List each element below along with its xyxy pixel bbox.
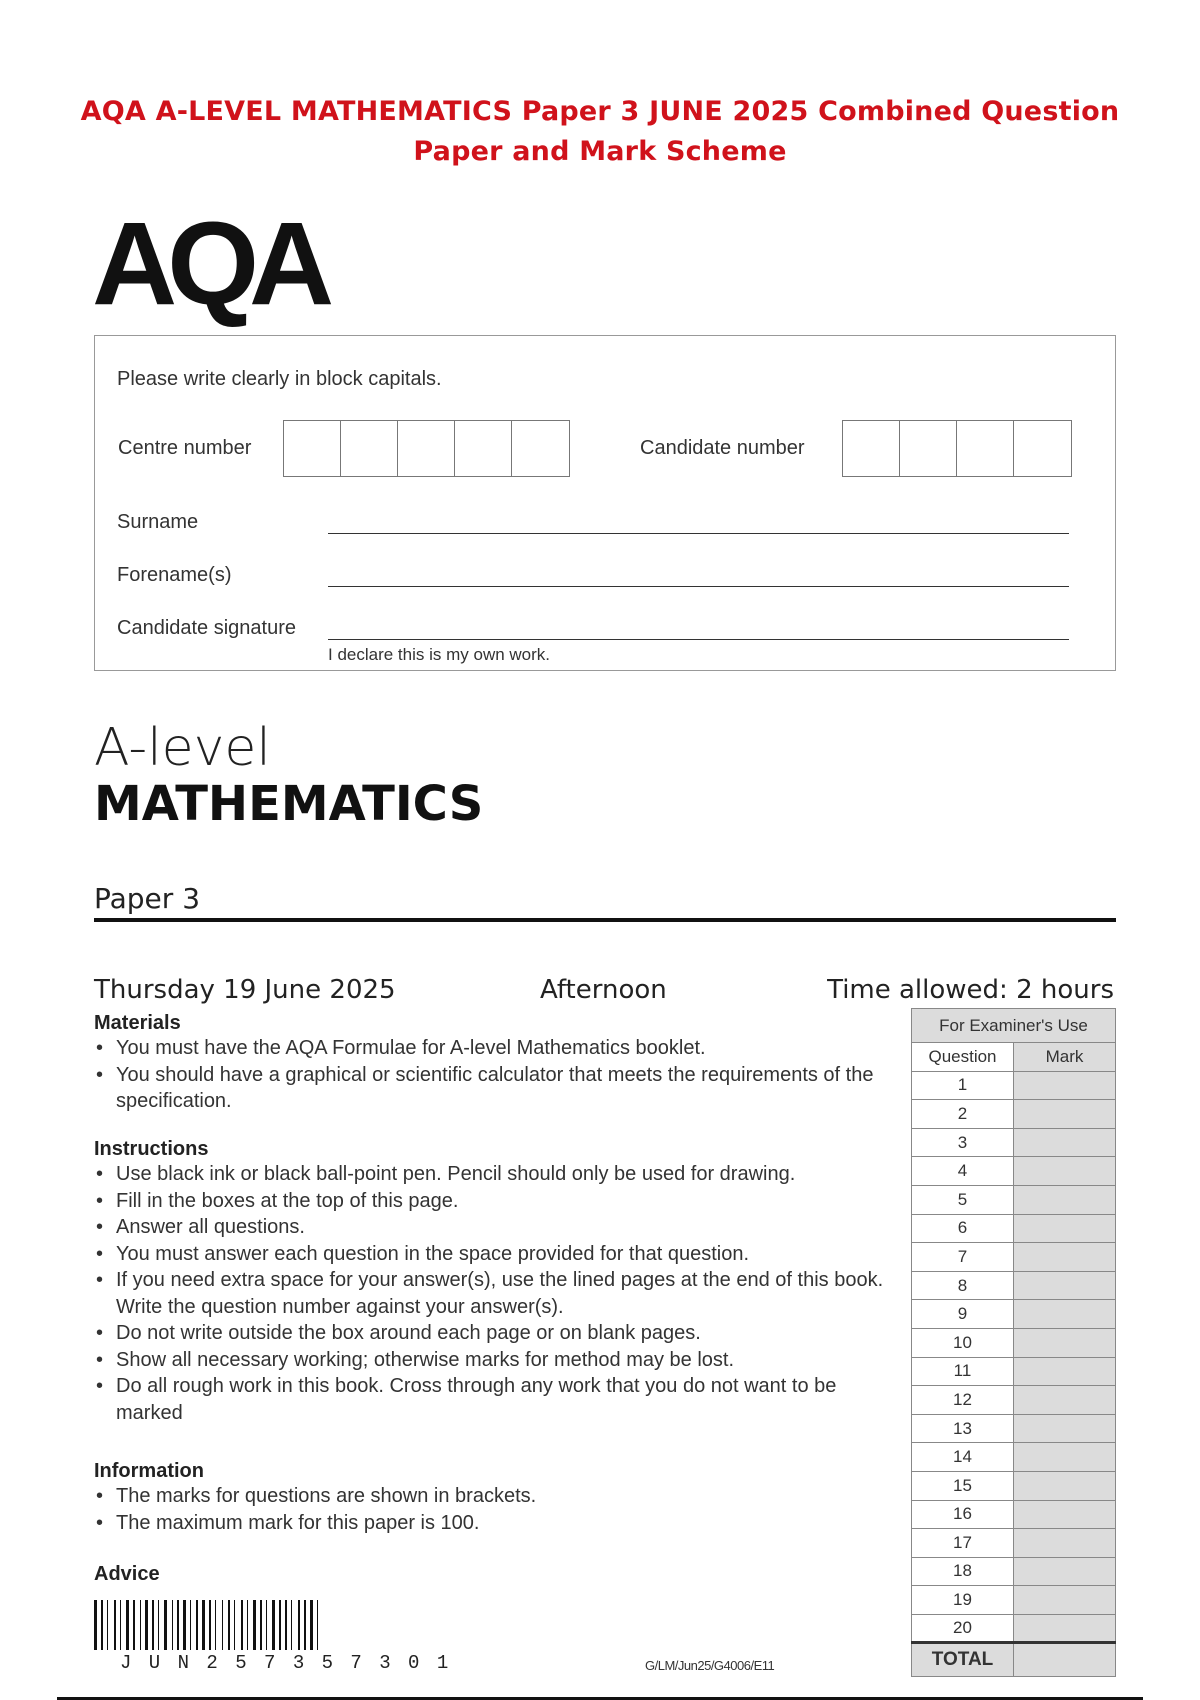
question-number: 6 <box>912 1214 1014 1243</box>
barcode <box>94 1600 478 1650</box>
question-number: 20 <box>912 1614 1014 1643</box>
question-number: 19 <box>912 1586 1014 1615</box>
mark-cell <box>1014 1500 1116 1529</box>
question-number: 15 <box>912 1471 1014 1500</box>
barcode-bar <box>277 1600 278 1650</box>
mark-cell <box>1014 1414 1116 1443</box>
paper-number: Paper 3 <box>94 882 201 915</box>
instructions-item: • Answer all questions. <box>94 1214 884 1241</box>
barcode-text: J U N 2 5 7 3 5 7 3 0 1 <box>120 1652 452 1674</box>
forename-label: Forename(s) <box>117 564 232 586</box>
information-item: • The marks for questions are shown in brackets. <box>94 1483 884 1510</box>
barcode-bar <box>228 1600 230 1650</box>
mark-cell <box>1014 1214 1116 1243</box>
mark-cell <box>1014 1328 1116 1357</box>
barcode-bar <box>196 1600 198 1650</box>
question-column-header: Question <box>912 1043 1014 1072</box>
barcode-bar <box>200 1600 201 1650</box>
barcode-bar <box>169 1600 171 1650</box>
question-number: 10 <box>912 1328 1014 1357</box>
barcode-bar <box>164 1600 167 1650</box>
question-number: 4 <box>912 1157 1014 1186</box>
instructions-item: • Use black ink or black ball-point pen. Pencil should only be used for drawing. <box>94 1161 884 1188</box>
examiner-table <box>911 1008 1116 1677</box>
mark-cell <box>1014 1386 1116 1415</box>
materials-item: • You must have the AQA Formulae for A-level Mathematics booklet. <box>94 1035 884 1062</box>
barcode-bar <box>225 1600 227 1650</box>
barcode-bar <box>302 1600 303 1650</box>
barcode-bar <box>110 1600 113 1650</box>
declaration-text: I declare this is my own work. <box>328 645 551 664</box>
barcode-bar <box>126 1600 129 1650</box>
question-number: 9 <box>912 1300 1014 1329</box>
barcode-bar <box>250 1600 252 1650</box>
mark-cell <box>1014 1071 1116 1100</box>
barcode-bar <box>291 1600 292 1650</box>
barcode-bar <box>181 1600 182 1650</box>
question-number: 8 <box>912 1271 1014 1300</box>
barcode-bar <box>193 1600 195 1650</box>
barcode-bar <box>114 1600 116 1650</box>
barcode-bar <box>253 1600 256 1650</box>
barcode-bar <box>264 1600 265 1650</box>
mark-column-header: Mark <box>1014 1043 1116 1072</box>
barcode-bar <box>298 1600 300 1650</box>
materials-section <box>94 1012 884 1115</box>
question-number: 2 <box>912 1100 1014 1129</box>
barcode-bar <box>101 1600 103 1650</box>
barcode-bar <box>315 1600 316 1650</box>
barcode-bar <box>320 1600 322 1650</box>
divider <box>94 918 1116 922</box>
mark-cell <box>1014 1529 1116 1558</box>
barcode-bar <box>283 1600 284 1650</box>
instructions-item: • Do all rough work in this book. Cross through any work that you do not want to be marked <box>94 1373 884 1426</box>
centre-number-field[interactable] <box>283 420 570 477</box>
question-number: 12 <box>912 1386 1014 1415</box>
barcode-bar <box>177 1600 179 1650</box>
total-label: TOTAL <box>912 1643 1014 1677</box>
barcode-bar <box>137 1600 139 1650</box>
exam-date: Thursday 19 June 2025 <box>94 975 396 1005</box>
question-number: 13 <box>912 1414 1014 1443</box>
question-number: 1 <box>912 1071 1014 1100</box>
mark-cell <box>1014 1443 1116 1472</box>
surname-label: Surname <box>117 511 199 533</box>
barcode-bar <box>245 1600 246 1650</box>
barcode-bar <box>107 1600 108 1650</box>
paper-reference: G/LM/Jun25/G4006/E11 <box>645 1658 775 1673</box>
barcode-bar <box>241 1600 243 1650</box>
mark-cell <box>1014 1100 1116 1129</box>
barcode-bar <box>156 1600 157 1650</box>
mark-cell <box>1014 1557 1116 1586</box>
instructions-item: • You must answer each question in the space provided for that question. <box>94 1241 884 1268</box>
time-allowed: Time allowed: 2 hours <box>827 975 1114 1005</box>
signature-field[interactable] <box>328 639 1069 640</box>
instructions-item: • Do not write outside the box around each page or on blank pages. <box>94 1320 884 1347</box>
barcode-bar <box>94 1600 97 1650</box>
barcode-bar <box>188 1600 189 1650</box>
exam-session: Afternoon <box>540 975 667 1005</box>
instructions-heading: Instructions <box>94 1138 209 1160</box>
barcode-bar <box>289 1600 290 1650</box>
barcode-bar <box>308 1600 309 1650</box>
barcode-bar <box>237 1600 240 1650</box>
barcode-bar <box>234 1600 235 1650</box>
mark-cell <box>1014 1357 1116 1386</box>
advice-heading: Advice <box>94 1563 160 1585</box>
question-number: 3 <box>912 1128 1014 1157</box>
barcode-bar <box>150 1600 151 1650</box>
candidate-number-field[interactable] <box>842 420 1072 477</box>
information-item: • The maximum mark for this paper is 100. <box>94 1510 884 1537</box>
mark-cell <box>1014 1243 1116 1272</box>
barcode-bar <box>202 1600 205 1650</box>
question-number: 5 <box>912 1185 1014 1214</box>
question-number: 18 <box>912 1557 1014 1586</box>
information-section <box>94 1460 884 1536</box>
mark-cell <box>1014 1128 1116 1157</box>
barcode-bar <box>266 1600 267 1650</box>
barcode-bar <box>175 1600 176 1650</box>
banner-title-line1: AQA A-LEVEL MATHEMATICS Paper 3 JUNE 2025 Combined Question <box>80 96 1120 127</box>
barcode-bar <box>172 1600 173 1650</box>
barcode-bar <box>161 1600 163 1650</box>
banner-title-line2: Paper and Mark Scheme <box>413 136 787 167</box>
barcode-bar <box>222 1600 223 1650</box>
question-number: 14 <box>912 1443 1014 1472</box>
barcode-bar <box>213 1600 214 1650</box>
aqa-logo: AQA <box>92 198 325 330</box>
examiner-table-title: For Examiner's Use <box>912 1009 1116 1043</box>
barcode-bar <box>215 1600 216 1650</box>
mark-cell <box>1014 1271 1116 1300</box>
barcode-bar <box>152 1600 154 1650</box>
centre-number-label: Centre number <box>118 437 252 459</box>
mark-cell <box>1014 1300 1116 1329</box>
mark-cell <box>1014 1185 1116 1214</box>
barcode-bar <box>105 1600 106 1650</box>
barcode-bar <box>133 1600 135 1650</box>
mark-cell <box>1014 1157 1116 1186</box>
mark-cell <box>1014 1471 1116 1500</box>
barcode-bar <box>123 1600 125 1650</box>
barcode-bar <box>218 1600 221 1650</box>
block-capitals-note: Please write clearly in block capitals. <box>117 368 442 390</box>
materials-item: • You should have a graphical or scientific calculator that meets the requirements of the specification. <box>94 1062 884 1115</box>
barcode-bar <box>294 1600 297 1650</box>
surname-field[interactable] <box>328 533 1069 534</box>
forename-field[interactable] <box>328 586 1069 587</box>
instructions-item: • Fill in the boxes at the top of this page. <box>94 1188 884 1215</box>
barcode-bar <box>209 1600 211 1650</box>
information-heading: Information <box>94 1460 204 1482</box>
barcode-bar <box>99 1600 100 1650</box>
question-number: 16 <box>912 1500 1014 1529</box>
signature-label: Candidate signature <box>117 617 297 639</box>
mark-cell <box>1014 1614 1116 1643</box>
materials-heading: Materials <box>94 1012 181 1034</box>
barcode-bar <box>145 1600 148 1650</box>
subject-title: MATHEMATICS <box>94 776 484 832</box>
barcode-bar <box>279 1600 281 1650</box>
barcode-bar <box>143 1600 144 1650</box>
barcode-bar <box>131 1600 132 1650</box>
barcode-bar <box>118 1600 119 1650</box>
mark-cell <box>1014 1586 1116 1615</box>
barcode-bar <box>140 1600 141 1650</box>
instructions-section <box>94 1138 884 1426</box>
barcode-bar <box>158 1600 159 1650</box>
barcode-bar <box>120 1600 121 1650</box>
barcode-bar <box>285 1600 287 1650</box>
barcode-bar <box>269 1600 271 1650</box>
barcode-bar <box>304 1600 306 1650</box>
barcode-bar <box>317 1600 318 1650</box>
question-number: 11 <box>912 1357 1014 1386</box>
candidate-number-label: Candidate number <box>640 437 805 459</box>
barcode-bar <box>310 1600 313 1650</box>
qualification-level: A-level <box>94 718 271 778</box>
barcode-bar <box>207 1600 208 1650</box>
barcode-bar <box>232 1600 233 1650</box>
instructions-item: • Show all necessary working; otherwise marks for method may be lost. <box>94 1347 884 1374</box>
barcode-bar <box>183 1600 186 1650</box>
barcode-bar <box>260 1600 262 1650</box>
question-number: 7 <box>912 1243 1014 1272</box>
barcode-bar <box>258 1600 259 1650</box>
question-number: 17 <box>912 1529 1014 1558</box>
total-mark-cell <box>1014 1643 1116 1677</box>
barcode-bar <box>190 1600 191 1650</box>
instructions-item: • If you need extra space for your answer(s), use the lined pages at the end of this book. Write the question number against your answer(s). <box>94 1267 884 1320</box>
barcode-bar <box>247 1600 248 1650</box>
barcode-bar <box>272 1600 275 1650</box>
